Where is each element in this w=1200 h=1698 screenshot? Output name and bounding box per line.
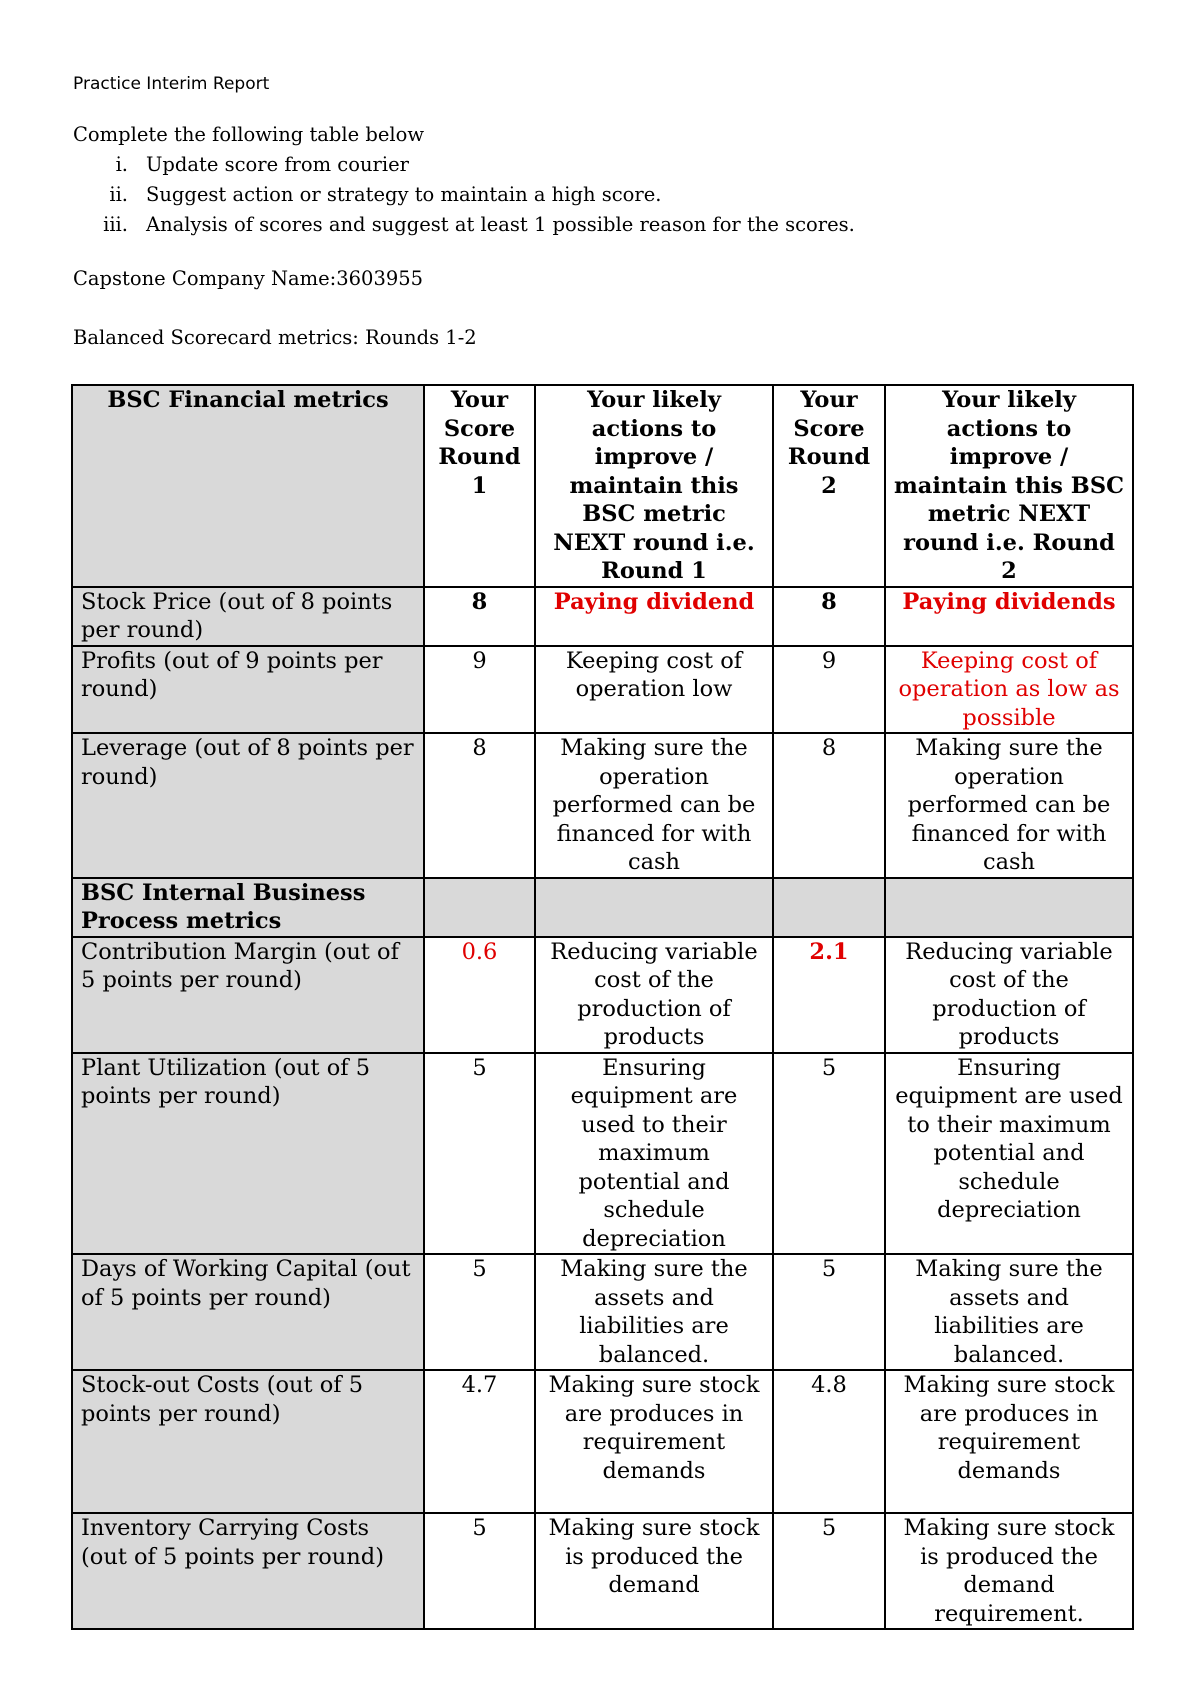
action-round-1-cell: Paying dividend	[535, 587, 773, 646]
score-round-1-cell: 5	[424, 1513, 535, 1629]
action-round-2-cell: Keeping cost of operation as low as possible	[885, 646, 1133, 734]
action-round-1-cell: Reducing variable cost of the production of products	[535, 937, 773, 1053]
action-round-2-cell: Making sure stock are produces in requirement demands	[885, 1370, 1133, 1513]
score-round-1-cell: 0.6	[424, 937, 535, 1053]
scorecard-table	[71, 384, 1134, 1630]
header-actions-round-1: Your likely actions to improve / maintain this BSC metric NEXT round i.e. Round 1	[535, 385, 773, 587]
action-round-2-cell: Making sure the assets and liabilities are balanced.	[885, 1254, 1133, 1370]
score-round-1-cell: 4.7	[424, 1370, 535, 1513]
action-round-1-cell: Making sure stock is produced the demand	[535, 1513, 773, 1629]
metric-cell: Days of Working Capital (out of 5 points per round)	[72, 1254, 424, 1370]
score-round-2-cell: 8	[773, 587, 885, 646]
instructions-heading: Complete the following table below	[73, 123, 425, 146]
score-round-1-cell: 5	[424, 1254, 535, 1370]
list-item-text: Analysis of scores and suggest at least 1 possible reason for the scores.	[146, 213, 855, 236]
list-item-number: iii.	[103, 213, 128, 236]
empty-cell	[885, 878, 1133, 937]
score-round-2-cell: 9	[773, 646, 885, 734]
action-round-2-cell: Making sure the operation performed can be financed for with cash	[885, 733, 1133, 878]
metric-cell: Leverage (out of 8 points per round)	[72, 733, 424, 878]
table-row	[72, 733, 1133, 878]
list-item	[73, 180, 855, 210]
table-row	[72, 1053, 1133, 1255]
header-score-round-2: Your Score Round 2	[773, 385, 885, 587]
score-round-1-cell: 8	[424, 587, 535, 646]
table-row	[72, 646, 1133, 734]
action-round-2-cell: Making sure stock is produced the demand requirement.	[885, 1513, 1133, 1629]
score-round-2-cell: 5	[773, 1513, 885, 1629]
empty-cell	[424, 878, 535, 937]
action-round-1-cell: Ensuring equipment are used to their maximum potential and schedule depreciation	[535, 1053, 773, 1255]
instructions-list	[73, 150, 855, 240]
page-header: Practice Interim Report	[73, 74, 270, 94]
action-round-1-cell: Making sure the assets and liabilities are balanced.	[535, 1254, 773, 1370]
score-round-1-cell: 9	[424, 646, 535, 734]
list-item	[73, 210, 855, 240]
header-metric: BSC Financial metrics	[72, 385, 424, 587]
table-row	[72, 1370, 1133, 1513]
table-row	[72, 1254, 1133, 1370]
metric-cell: Inventory Carrying Costs (out of 5 points per round)	[72, 1513, 424, 1629]
instructions	[73, 120, 855, 240]
list-item-number: ii.	[109, 183, 128, 206]
empty-cell	[773, 878, 885, 937]
section-row	[72, 878, 1133, 937]
score-round-2-cell: 5	[773, 1254, 885, 1370]
score-round-2-cell: 8	[773, 733, 885, 878]
table-row	[72, 1513, 1133, 1629]
metric-cell: Plant Utilization (out of 5 points per round)	[72, 1053, 424, 1255]
action-round-1-cell: Making sure the operation performed can be financed for with cash	[535, 733, 773, 878]
metric-cell: Stock Price (out of 8 points per round)	[72, 587, 424, 646]
header-score-round-1: Your Score Round 1	[424, 385, 535, 587]
table-row	[72, 587, 1133, 646]
company-name-line: Capstone Company Name:3603955	[73, 267, 424, 290]
list-item-number: i.	[115, 153, 128, 176]
action-round-2-cell: Paying dividends	[885, 587, 1133, 646]
score-round-1-cell: 8	[424, 733, 535, 878]
metric-cell: Stock-out Costs (out of 5 points per round)	[72, 1370, 424, 1513]
action-round-1-cell: Keeping cost of operation low	[535, 646, 773, 734]
list-item	[73, 150, 855, 180]
score-round-2-cell: 5	[773, 1053, 885, 1255]
score-round-1-cell: 5	[424, 1053, 535, 1255]
header-actions-round-2: Your likely actions to improve / maintain this BSC metric NEXT round i.e. Round 2	[885, 385, 1133, 587]
score-round-2-cell: 4.8	[773, 1370, 885, 1513]
table-header-row	[72, 385, 1133, 587]
list-item-text: Update score from courier	[146, 153, 409, 176]
table-row	[72, 937, 1133, 1053]
section-title: BSC Internal Business Process metrics	[72, 878, 424, 937]
metric-cell: Contribution Margin (out of 5 points per round)	[72, 937, 424, 1053]
action-round-1-cell: Making sure stock are produces in requirement demands	[535, 1370, 773, 1513]
empty-cell	[535, 878, 773, 937]
action-round-2-cell: Reducing variable cost of the production of products	[885, 937, 1133, 1053]
scorecard-title: Balanced Scorecard metrics: Rounds 1-2	[73, 326, 477, 349]
action-round-2-cell: Ensuring equipment are used to their maximum potential and schedule depreciation	[885, 1053, 1133, 1255]
metric-cell: Profits (out of 9 points per round)	[72, 646, 424, 734]
list-item-text: Suggest action or strategy to maintain a high score.	[146, 183, 662, 206]
score-round-2-cell: 2.1	[773, 937, 885, 1053]
